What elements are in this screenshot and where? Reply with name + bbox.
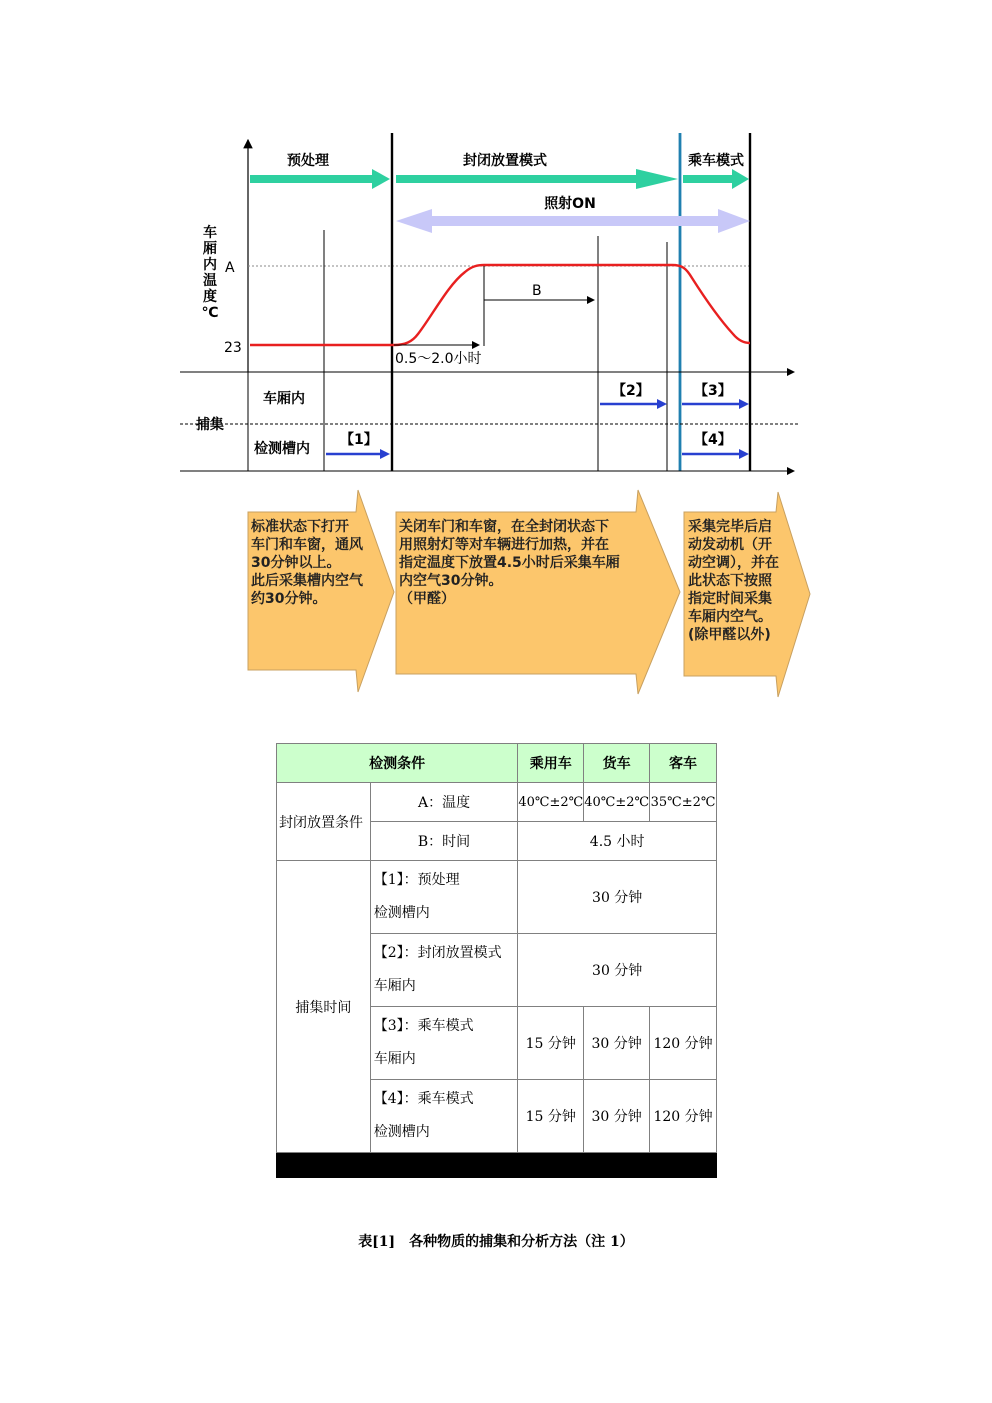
row-value-cell: 120 分钟 [650, 1080, 717, 1153]
time-value-cell: 4.5 小时 [518, 822, 717, 861]
phase-label-ride: 乘车模式 [688, 153, 744, 169]
row-value-cell: 30 分钟 [518, 934, 717, 1007]
row-value-cell: 30 分钟 [584, 1007, 650, 1080]
temp-label-cell: A：温度 [370, 783, 518, 822]
row-label-line2: 检测槽内 [373, 1124, 430, 1140]
row-label-cell [370, 861, 518, 934]
cabin-row-label: 车厢内 [263, 391, 305, 407]
sampling-arrow-3 [682, 399, 749, 409]
row-label-line2: 车厢内 [373, 978, 416, 994]
y-label-char: 车 [203, 225, 217, 241]
row-label-cell [370, 934, 518, 1007]
header-bus: 客车 [650, 744, 717, 783]
row-label-line1: 【3】：乘车模式 [373, 1018, 474, 1034]
temp-value-cell: 40℃±2℃ [518, 783, 584, 822]
sampling-arrow-4 [682, 449, 749, 459]
level-a-label: A [225, 260, 235, 276]
table-caption: 表[1] 各种物质的捕集和分析方法（注 1） [358, 1234, 634, 1250]
table-header-row [277, 744, 717, 783]
irradiation-arrow [396, 209, 750, 233]
phase-arrow-ride [683, 169, 749, 189]
temp-value-cell: 40℃±2℃ [584, 783, 650, 822]
row-value-cell: 15 分钟 [518, 1007, 584, 1080]
phase-arrow-closed [396, 169, 678, 189]
phase-label-closed: 封闭放置模式 [463, 153, 547, 169]
capture-time-cell: 捕集时间 [277, 861, 371, 1153]
step-box-2-text: 关闭车门和车窗，在全封闭状态下 用照射灯等对车辆进行加热，并在 指定温度下放置4.5小时后采集车厢 内空气30分钟。 （甲醛） [399, 519, 620, 607]
duration-b-label: B [532, 283, 542, 299]
row-label-cell [370, 1007, 518, 1080]
row-label-line2: 车厢内 [373, 1051, 416, 1067]
phase-arrow-pre [250, 169, 390, 189]
sampling-arrow-2 [600, 399, 667, 409]
y-label-char: 度 [203, 289, 217, 305]
row-label-line1: 【2】：封闭放置模式 [373, 945, 502, 961]
header-conditions: 检测条件 [277, 744, 518, 783]
capture-label: 捕集 [196, 417, 224, 433]
row-label-line2: 检测槽内 [373, 905, 430, 921]
table-row [277, 861, 717, 934]
y-label-char: 内 [203, 257, 217, 273]
closed-condition-cell: 封闭放置条件 [277, 783, 371, 861]
row-label-line1: 【1】：预处理 [373, 872, 460, 888]
level-23-label: 23 [224, 340, 242, 356]
rise-time-label: 0.5～2.0小时 [395, 351, 482, 367]
table-row [277, 783, 717, 822]
temp-value-cell: 35℃±2℃ [650, 783, 717, 822]
temperature-curve [250, 265, 750, 345]
y-label-char: 厢 [203, 241, 217, 257]
marker-2: 【2】 [612, 383, 650, 399]
test-conditions-table [276, 743, 717, 1178]
marker-1: 【1】 [340, 432, 378, 448]
tank-row-label: 检测槽内 [254, 441, 310, 457]
y-label-char: ℃ [201, 305, 219, 321]
row-value-cell: 15 分钟 [518, 1080, 584, 1153]
row-value-cell: 120 分钟 [650, 1007, 717, 1080]
row-value-cell: 30 分钟 [584, 1080, 650, 1153]
y-axis-label [202, 224, 219, 321]
row-value-cell: 30 分钟 [518, 861, 717, 934]
table-footer-bar [277, 1153, 717, 1178]
step-box-3-text: 采集完毕后启 动发动机（开 动空调），并在 此状态下按照 指定时间采集 车厢内空气。 (除甲醛以外) [688, 519, 779, 643]
header-truck: 货车 [584, 744, 650, 783]
marker-4: 【4】 [694, 432, 732, 448]
irradiation-label: 照射ON [544, 196, 596, 212]
time-label-cell: B：时间 [370, 822, 518, 861]
sampling-arrow-1 [326, 449, 390, 459]
table-footer-cell [277, 1153, 717, 1178]
header-passenger-car: 乘用车 [518, 744, 584, 783]
row-label-line1: 【4】：乘车模式 [373, 1091, 474, 1107]
row-label-cell [370, 1080, 518, 1153]
y-label-char: 温 [203, 273, 217, 289]
phase-label-pre: 预处理 [287, 153, 329, 169]
marker-3: 【3】 [694, 383, 732, 399]
step-box-1-text: 标准状态下打开 车门和车窗，通风 30分钟以上。 此后采集槽内空气 约30分钟。 [251, 519, 363, 607]
